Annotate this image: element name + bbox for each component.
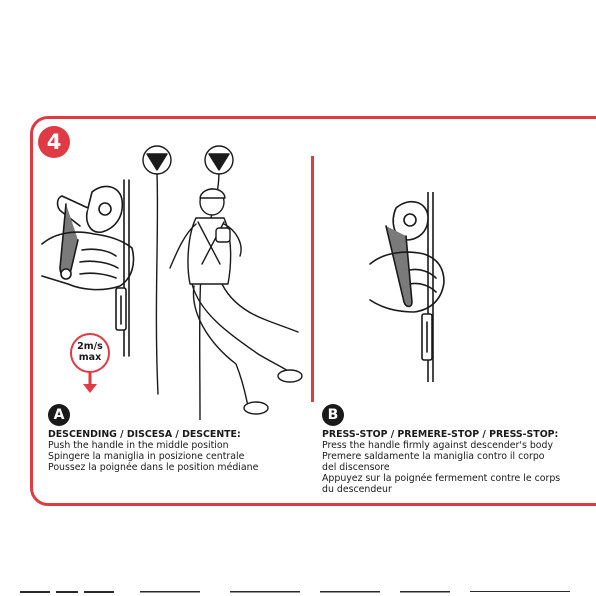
section-b-badge: B (322, 404, 344, 426)
descender-hand-illustration-a (32, 178, 152, 358)
speed-limit-badge (70, 333, 110, 373)
section-a-line: Push the handle in the middle position (48, 440, 229, 451)
section-a-text (48, 429, 258, 473)
section-b-heading: PRESS-STOP / PREMERE-STOP / PRESS-STOP: (322, 429, 559, 440)
section-b-line: del discensore (322, 462, 390, 473)
section-b-line: du descendeur (322, 484, 392, 495)
climber-on-rope-illustration (140, 144, 310, 420)
step-number-badge: 4 (38, 126, 70, 158)
down-arrow-icon (82, 372, 98, 394)
descender-hand-illustration-b (366, 192, 466, 382)
section-b-text (322, 429, 560, 495)
section-b-line: Press the handle firmly against descender's body (322, 440, 554, 451)
section-b-line: Premere saldamente la maniglia contro il corpo (322, 451, 545, 462)
section-b-line: Appuyez sur la poignée fermement contre le corps (322, 473, 561, 484)
section-a-line: Poussez la poignée dans le position médiane (48, 462, 259, 473)
section-a-heading: DESCENDING / DISCESA / DESCENTE: (48, 429, 241, 440)
speed-limit-unit: max (78, 352, 102, 363)
anchor-triangle-icon (205, 146, 233, 174)
speed-limit-value: 2m/s (77, 341, 103, 352)
section-a-line: Spingere la maniglia in posizione centrale (48, 451, 245, 462)
section-a-badge: A (48, 404, 70, 426)
section-divider (311, 156, 314, 402)
footer-print-marks (0, 588, 596, 596)
anchor-triangle-icon (143, 146, 171, 174)
